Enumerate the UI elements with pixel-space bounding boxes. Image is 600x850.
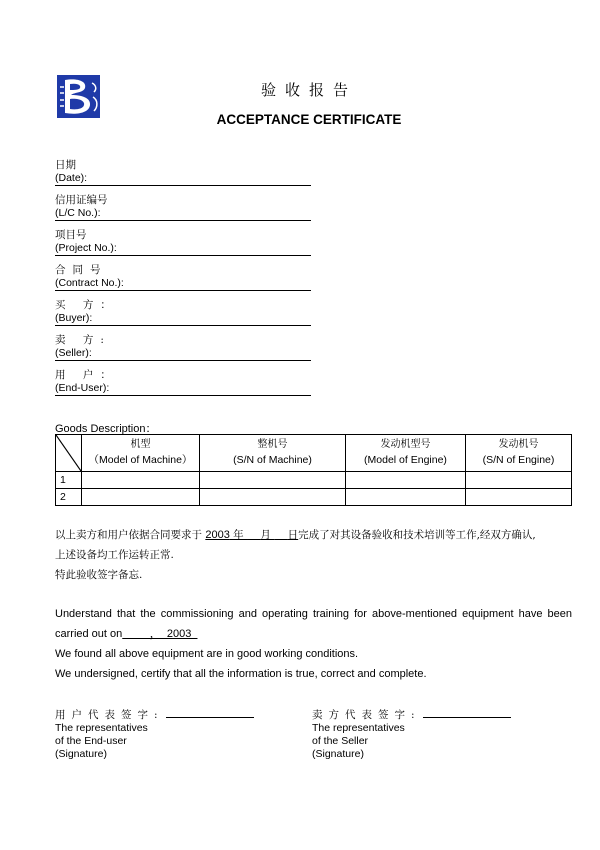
- date-label-en[interactable]: (Date):: [55, 172, 311, 186]
- header-model-of-machine: [82, 435, 200, 472]
- header-model-of-engine: [346, 435, 466, 472]
- seller-rep-line3: (Signature): [312, 748, 364, 760]
- cell-sn-of-machine[interactable]: [200, 472, 346, 489]
- month-unit: 月: [260, 529, 275, 541]
- enduser-rep-line3: (Signature): [55, 748, 107, 760]
- enduser-signature-label-cn: 用户代表签字:: [55, 709, 164, 721]
- table-row: [56, 489, 572, 506]
- header-sn-engine-en: (S/N of Engine): [482, 454, 555, 466]
- date-label-cn: 日期: [55, 159, 76, 171]
- lc-no-field: [55, 194, 311, 221]
- row-number: 1: [56, 472, 82, 489]
- header-model-cn: 机型: [130, 439, 151, 450]
- statement-cn-line3: 特此验收签字备忘.: [55, 569, 143, 581]
- header-sn-machine-en: (S/N of Machine): [233, 454, 312, 466]
- date-field: [55, 159, 311, 186]
- title-english: ACCEPTANCE CERTIFICATE: [216, 112, 402, 127]
- day-blank[interactable]: [274, 529, 287, 541]
- buyer-label-cn: 买 方：: [55, 299, 118, 311]
- cell-model-of-machine[interactable]: [82, 472, 200, 489]
- cell-sn-of-engine[interactable]: [466, 472, 572, 489]
- statement-en-line2-pre: carried out on: [55, 628, 123, 640]
- row-number: 2: [56, 489, 82, 506]
- goods-table-header: [56, 435, 572, 472]
- goods-table: [55, 434, 572, 506]
- statement-en-line1: Understand that the commissioning and operating training for above-mentioned equipment have been: [55, 608, 572, 620]
- contract-no-label-en[interactable]: (Contract No.):: [55, 277, 311, 291]
- seller-rep-line1: The representatives: [312, 722, 405, 734]
- seller-label-en[interactable]: (Seller):: [55, 347, 311, 361]
- cell-sn-of-engine[interactable]: [466, 489, 572, 506]
- seller-signature-line[interactable]: [423, 707, 511, 718]
- statement-cn-line1: [55, 528, 536, 542]
- month-blank[interactable]: [247, 529, 260, 541]
- end-user-field: [55, 369, 311, 396]
- end-user-label-en[interactable]: (End-User):: [55, 382, 311, 396]
- seller-signature-label-cn: 卖方代表签字:: [312, 709, 421, 721]
- enduser-rep-line2: of the End-user: [55, 735, 127, 747]
- seller-signature-block: [312, 707, 511, 761]
- lc-no-label-en[interactable]: (L/C No.):: [55, 207, 311, 221]
- statement-en-line4: We undersigned, certify that all the information is true, correct and complete.: [55, 668, 427, 680]
- day-unit: 日: [287, 529, 299, 541]
- header-sn-engine-cn: 发动机号: [498, 439, 539, 450]
- end-user-label-cn: 用 户：: [55, 369, 118, 381]
- enduser-signature-block: [55, 707, 254, 761]
- project-no-label-cn: 项目号: [55, 229, 87, 241]
- year-value[interactable]: 2003: [205, 529, 230, 541]
- lc-no-label-cn: 信用证编号: [55, 194, 108, 206]
- cell-sn-of-machine[interactable]: [200, 489, 346, 506]
- enduser-rep-line1: The representatives: [55, 722, 148, 734]
- year-unit: 年: [229, 529, 248, 541]
- buyer-label-en[interactable]: (Buyer):: [55, 312, 311, 326]
- statement-cn-post: 完成了对其设备验收和技术培训等工作,经双方确认,: [298, 529, 536, 541]
- project-no-field: [55, 229, 311, 256]
- seller-field: [55, 334, 311, 361]
- contract-no-field: [55, 264, 311, 291]
- header-model-en: （Model of Machine）: [88, 454, 193, 466]
- table-row: [56, 472, 572, 489]
- header-sn-of-engine: [466, 435, 572, 472]
- buyer-field: [55, 299, 311, 326]
- goods-description-label: Goods Description：: [55, 423, 157, 435]
- statement-en-line2: [55, 627, 197, 641]
- statement-cn-line2: 上述设备均工作运转正常.: [55, 549, 174, 561]
- header-corner-cell: [56, 435, 82, 472]
- contract-no-label-cn: 合同号: [55, 264, 108, 276]
- cell-model-of-machine[interactable]: [82, 489, 200, 506]
- project-no-label-en[interactable]: (Project No.):: [55, 242, 311, 256]
- statement-cn-pre: 以上卖方和用户依据合同要求于: [55, 529, 206, 541]
- header-sn-of-machine: [200, 435, 346, 472]
- enduser-signature-line[interactable]: [166, 707, 254, 718]
- cell-model-of-engine[interactable]: [346, 489, 466, 506]
- commission-date-fill[interactable]: ， 2003: [122, 628, 198, 640]
- diagonal-line: [56, 435, 81, 471]
- header-model-engine-cn: 发动机型号: [380, 439, 431, 450]
- cell-model-of-engine[interactable]: [346, 472, 466, 489]
- seller-rep-line2: of the Seller: [312, 735, 369, 747]
- statement-en-line3: We found all above equipment are in good working conditions.: [55, 648, 359, 660]
- header-model-engine-en: (Model of Engine): [364, 454, 447, 466]
- title-chinese: 验收报告: [260, 81, 357, 99]
- header-sn-machine-cn: 整机号: [257, 439, 288, 450]
- seller-label-cn: 卖 方:: [55, 334, 111, 346]
